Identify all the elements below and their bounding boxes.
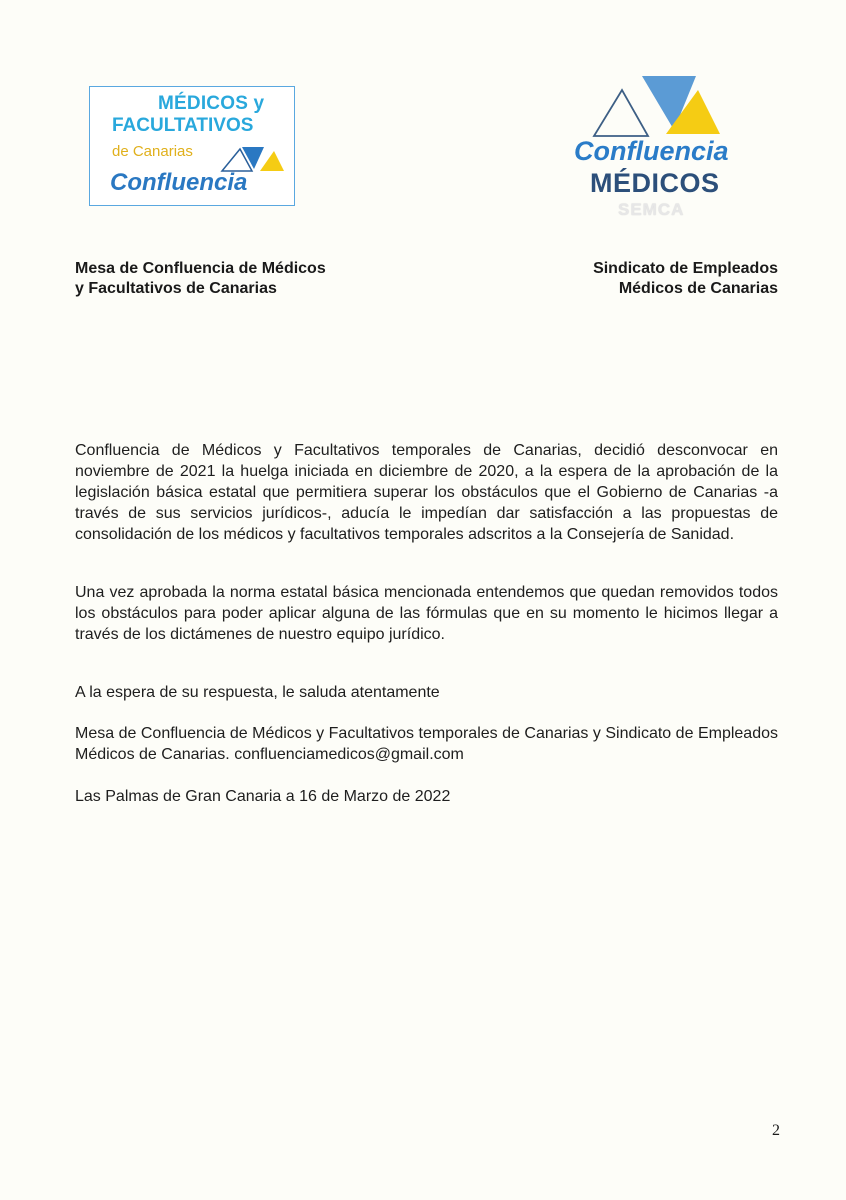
paragraph-norma: Una vez aprobada la norma estatal básica mencionada entendemos que quedan removidos todos los obstáculos para poder aplicar alguna de las fórmulas que en su momento le hicimos llegar a través de los dictámenes de nuestro equipo jurídico. [75, 584, 778, 643]
paragraph-intro: Confluencia de Médicos y Facultativos temporales de Canarias, decidió desconvocar en noviembre de 2021 la huelga iniciada en diciembre de 2020, a la espera de la aprobación de la legislación básica estatal que permitiera superar los obstáculos que el Gobierno de Canarias -a través de sus servicios jurídicos-, aducía le impedían dar satisfacción a las propuestas de consolidación de los médicos y facultativos temporales adscritos a la Consejería de Sanidad. [75, 442, 778, 543]
logo-right-line2: MÉDICOS [590, 168, 720, 198]
logo-left-line3: de Canarias [112, 143, 193, 160]
paragraph-firma: Mesa de Confluencia de Médicos y Facultativos temporales de Canarias y Sindicato de Empleados Médicos de Canarias. confluenciamedicos@gmail.com [75, 725, 778, 763]
header-left-line2: y Facultativos de Canarias [75, 280, 277, 297]
logo-medicos-facultativos [89, 86, 295, 206]
logo-right-line1: Confluencia [574, 136, 729, 166]
header-left [75, 259, 326, 299]
header-left-line1: Mesa de Confluencia de Médicos [75, 260, 326, 277]
logo-confluencia-medicos [570, 76, 750, 221]
logo-right-line3: SEMCA [618, 200, 685, 219]
logo-left-line4: Confluencia [110, 169, 248, 196]
triangles-icon [592, 76, 722, 138]
logo-left-line1: MÉDICOS y [158, 93, 265, 114]
paragraph-saludo: A la espera de su respuesta, le saluda atentamente [75, 684, 440, 701]
header-right-line2: Médicos de Canarias [618, 280, 778, 297]
header-right [593, 259, 778, 299]
header-right-line1: Sindicato de Empleados [593, 260, 778, 277]
page-number: 2 [772, 1122, 780, 1139]
paragraph-fecha: Las Palmas de Gran Canaria a 16 de Marzo de 2022 [75, 788, 451, 805]
logo-left-line2: FACULTATIVOS [112, 115, 254, 136]
